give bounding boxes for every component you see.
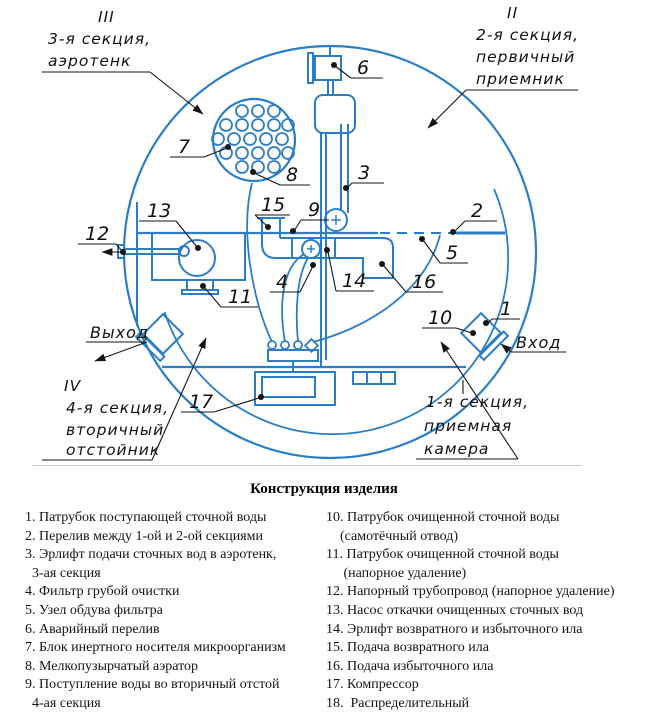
callout-12-label: 12 [85, 223, 110, 245]
legend-line: (напорное удаление) [326, 565, 467, 581]
legend-line: 15. Подача возвратного ила [326, 640, 489, 656]
legend-line: 3. Эрлифт подачи сточных вод в аэротенк, [25, 547, 277, 563]
svg-text:приемник: приемник [476, 70, 565, 88]
section-iv-label [42, 338, 206, 460]
legend-title: Конструкция изделия [250, 481, 398, 497]
callout-13-label: 13 [147, 200, 172, 222]
callout-2-label: 2 [471, 200, 484, 222]
callout-16-label: 16 [412, 271, 437, 293]
legend-line: 13. Насос откачки очищенных сточных вод [326, 602, 584, 618]
legend-left-column [25, 509, 321, 712]
svg-text:вторичный: вторичный [66, 421, 165, 439]
callout-6-label: 6 [357, 57, 370, 79]
section-i-label [416, 342, 529, 459]
svg-text:1-я секция,: 1-я секция, [426, 393, 530, 411]
callout-4-label: 4 [276, 271, 289, 293]
distributor-strip [353, 372, 395, 384]
legend-line: 14. Эрлифт возвратного и избыточного ила [326, 621, 583, 637]
callout-17-label: 17 [189, 391, 214, 413]
svg-text:3-я секция,: 3-я секция, [48, 30, 152, 48]
legend-line: 8. Мелкопузырчатый аэратор [25, 658, 199, 674]
section-iii-label [42, 8, 203, 114]
svg-text:4-я секция,: 4-я секция, [66, 399, 170, 417]
callouts [78, 57, 520, 413]
legend-line: 16. Подача избыточного ила [326, 658, 494, 674]
callout-3-label: 3 [358, 162, 371, 184]
legend-right-column [326, 509, 648, 712]
legend-line: (самотёчный отвод) [326, 528, 459, 544]
legend-line: 12. Напорный трубопровод (напорное удаление) [326, 584, 615, 600]
legend-line: 5. Узел обдува фильтра [25, 602, 163, 618]
callout-1-label: 1 [500, 298, 513, 320]
callout-7-label: 7 [178, 136, 191, 158]
media-carrier-block [212, 99, 295, 181]
separator-line [32, 465, 582, 466]
legend-line: 4. Фильтр грубой очистки [25, 584, 180, 600]
outlet-flange [187, 280, 213, 290]
svg-text:2-я секция,: 2-я секция, [476, 26, 580, 44]
svg-text:приемная: приемная [424, 417, 513, 435]
callout-10-label: 10 [428, 307, 453, 329]
section-iii-numeral: III [98, 8, 115, 26]
airlift-pipes [315, 95, 355, 367]
inlet-text: Вход [516, 333, 562, 352]
legend-line: 18. Распределительный [326, 695, 470, 711]
callout-14-label: 14 [342, 270, 367, 292]
top-overflow-nozzle [308, 46, 341, 95]
callout-11-label: 11 [228, 286, 253, 308]
svg-text:отстойник: отстойник [66, 441, 161, 459]
svg-text:камера: камера [424, 440, 490, 458]
section-iv-numeral: IV [64, 377, 82, 395]
legend-line: 1. Патрубок поступающей сточной воды [25, 510, 267, 525]
compressor [255, 372, 335, 405]
callout-5-label: 5 [446, 242, 459, 264]
legend-line: 17. Компрессор [326, 677, 419, 693]
legend-line: 2. Перелив между 1-ой и 2-ой секциями [25, 528, 263, 544]
callout-15-label: 15 [261, 194, 286, 216]
section-ii-label [428, 4, 579, 128]
legend-line: 11. Патрубок очищенной сточной воды [326, 547, 559, 563]
callout-8-label: 8 [286, 164, 299, 186]
outlet-label [86, 323, 149, 361]
callout-9-label: 9 [308, 199, 321, 221]
legend-line: 4-ая секция [25, 695, 101, 711]
legend-line: 7. Блок инертного носителя микроорганизм [25, 640, 286, 656]
legend-line: 10. Патрубок очищенной сточной воды [326, 510, 560, 525]
outlet-text: Выход [90, 323, 149, 342]
media-carrier-holes [212, 105, 294, 173]
svg-text:аэротенк: аэротенк [48, 52, 132, 70]
legend-line: 3-ая секция [25, 565, 101, 581]
section-ii-numeral: II [507, 4, 519, 22]
svg-text:первичный: первичный [476, 48, 576, 66]
legend-line: 9. Поступление воды во вторичный отстой [25, 677, 280, 693]
legend-line: 6. Аварийный перелив [25, 621, 160, 637]
